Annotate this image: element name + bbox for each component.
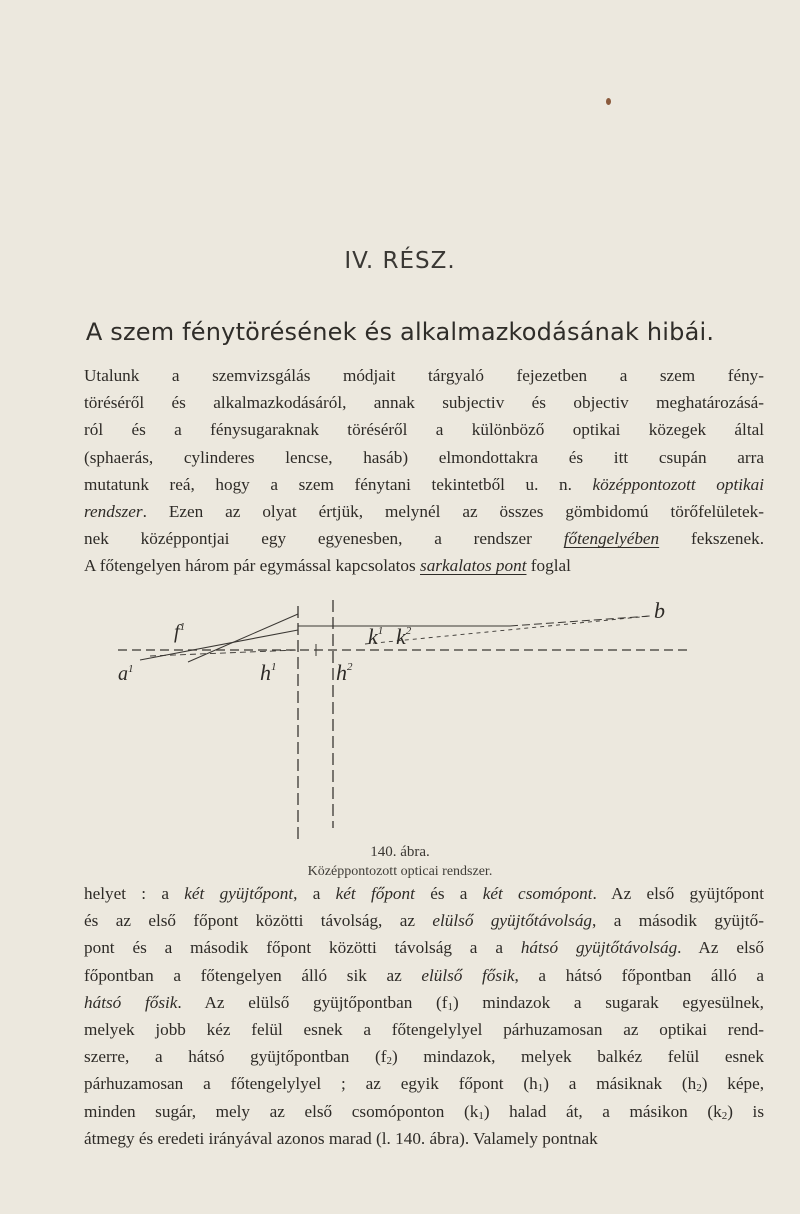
- ray-f1: [188, 614, 298, 662]
- text-line: főpontban a főtengelyen álló sik az elülső fősik, a hátsó főpontban álló a: [84, 965, 764, 985]
- label-h1: $h^1$: [260, 660, 277, 685]
- optical-system-figure: [110, 594, 770, 844]
- ray-a1-trace: [150, 650, 298, 656]
- chapter-title: A szem fénytörésének és alkalmazkodásának hibái.: [85, 318, 715, 346]
- italic-term: hátsó gyüjtőtávolság: [520, 938, 678, 958]
- intro-paragraph: [84, 362, 764, 580]
- text-line: hátsó fősik. Az elülső gyüjtőpontban $(f_1)$ mindazok a sugarak egyesülnek,: [84, 992, 764, 1013]
- text-line: rendszer. Ezen az olyat értjük, melynél az összes gömbidomú törőfelületek-: [84, 502, 764, 522]
- text-line: A főtengelyen három pár egymással kapcsolatos sarkalatos pont foglal: [84, 556, 571, 576]
- text-line: nek középpontjai egy egyenesben, a rendszer főtengelyében fekszenek.: [84, 529, 764, 549]
- italic-term: elülső gyüjtőtávolság: [432, 911, 593, 931]
- italic-term: két gyüjtőpont: [184, 884, 294, 903]
- text-line: melyek jobb kéz felül esnek a főtengelylyel párhuzamosan az optikai rend-: [84, 1020, 764, 1040]
- text-line: és az első főpont közötti távolság, az elülső gyüjtőtávolság, a második gyüjtő-: [84, 911, 764, 931]
- text-line: párhuzamosan a főtengelylyel ; az egyik főpont $(h_1)$ a másiknak $(h_2)$ képe,: [84, 1074, 765, 1095]
- text-line: minden sugár, mely az első csomóponton $(k_1)$ halad át, a másikon $(k_2)$ is: [84, 1101, 765, 1122]
- part-heading: IV. RÉSZ.: [344, 248, 456, 274]
- italic-term: hátsó fősik: [84, 992, 178, 1012]
- italic-term: főtengelyében: [563, 529, 660, 549]
- label-k2: $k^2$: [396, 624, 412, 649]
- text-line: töréséről és alkalmazkodásáról, annak subjectiv és objectiv meghatározásá-: [84, 393, 764, 413]
- ray-out-dashed: [510, 616, 650, 626]
- text-line: helyet : a két gyüjtőpont, a két főpont és a két csomópont. Az első gyüjtőpont: [84, 884, 764, 903]
- label-h2: $h^2$: [336, 660, 353, 685]
- italic-term: két csomópont: [482, 884, 593, 903]
- text-line: szerre, a hátsó gyüjtőpontban $(f_2)$ mindazok, melyek balkéz felül esnek: [84, 1047, 764, 1068]
- text-line: (sphaerás, cylinderes lencse, hasáb) elmondottakra és itt csupán arra: [84, 447, 764, 467]
- continuation-paragraph: [84, 880, 764, 1152]
- figure-caption: Középpontozott opticai rendszer.: [307, 864, 493, 879]
- italic-term: két főpont: [335, 884, 415, 903]
- italic-term: sarkalatos pont: [420, 556, 527, 576]
- italic-term: középpontozott optikai: [592, 474, 765, 494]
- label-b: b: [654, 598, 665, 623]
- text-line: ról és a fénysugaraknak töréséről a különböző optikai közegek által: [84, 420, 764, 440]
- figure-number: 140. ábra.: [370, 844, 430, 860]
- text-line: pont és a második főpont közötti távolság a a hátsó gyüjtőtávolság. Az első: [84, 938, 765, 958]
- label-a1: $a^1$: [118, 663, 134, 685]
- italic-term: rendszer: [84, 502, 143, 522]
- italic-term: elülső fősik: [421, 965, 515, 985]
- label-f1: $f^1$: [174, 621, 186, 643]
- ink-speck: [606, 98, 611, 105]
- text-line: Utalunk a szemvizsgálás módjait tárgyaló fejezetben a szem fény-: [84, 366, 764, 385]
- label-k1: $k^1$: [368, 624, 384, 649]
- text-line: átmegy és eredeti irányával azonos marad (l. 140. ábra). Valamely pontnak: [84, 1128, 598, 1148]
- text-line: mutatunk reá, hogy a szem fénytani tekintetből u. n. középpontozott optikai: [84, 474, 765, 494]
